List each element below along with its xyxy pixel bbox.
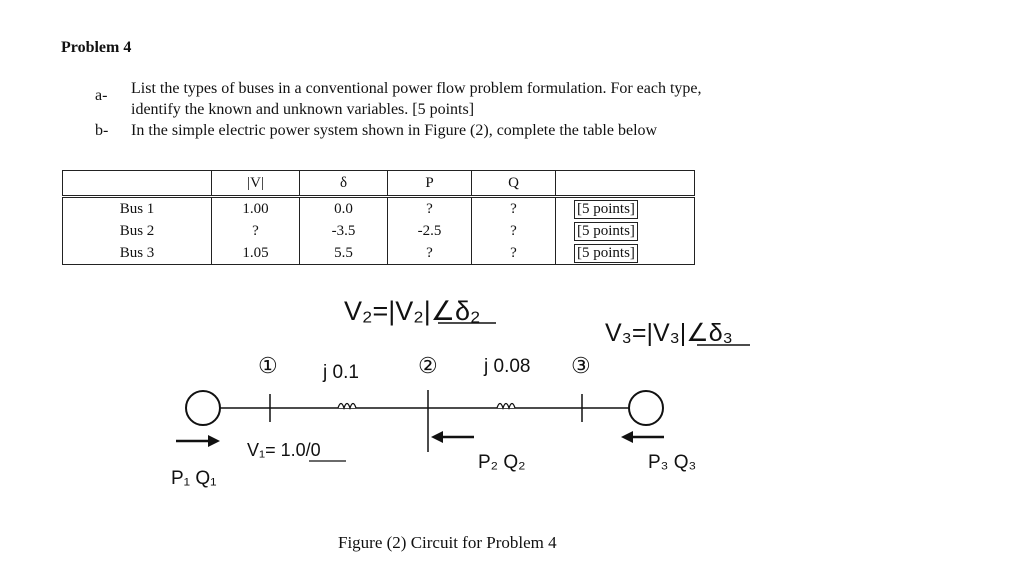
header-cell-v: |V| — [212, 171, 300, 197]
figure-caption: Figure (2) Circuit for Problem 4 — [338, 533, 557, 552]
inductor-12-icon — [338, 404, 356, 409]
bus-delta: -3.5 — [300, 220, 388, 242]
bus-q: ? — [472, 220, 556, 242]
bus-name: Bus 3 — [63, 242, 212, 265]
points-badge: [5 points] — [574, 222, 638, 241]
bus-name: Bus 2 — [63, 220, 212, 242]
part-b-line1: In the simple electric power system shown in Figure (2), complete the table below — [131, 122, 658, 139]
bus-delta: 0.0 — [300, 197, 388, 221]
generator-3-icon — [629, 391, 663, 425]
bus-p: ? — [388, 197, 472, 221]
bus-p: -2.5 — [388, 220, 472, 242]
part-a-label: a- — [95, 87, 108, 104]
part-a-line1: List the types of buses in a conventional power flow problem formulation. For each type, — [131, 80, 702, 97]
bus-v: 1.00 — [212, 197, 300, 221]
inductor-23-icon — [497, 404, 515, 409]
header-cell-delta: δ — [300, 171, 388, 197]
pq2-label: P₂ Q₂ — [478, 452, 526, 473]
points-badge: [5 points] — [574, 200, 638, 219]
points-badge: [5 points] — [574, 244, 638, 263]
bus-q: ? — [472, 197, 556, 221]
line-12-impedance: j 0.1 — [323, 362, 359, 383]
bus-v: ? — [212, 220, 300, 242]
bus-3-number: ③ — [571, 353, 591, 378]
pq1-label: P₁ Q₁ — [171, 468, 217, 489]
bus-2-number: ② — [418, 353, 438, 378]
v2-label: V₂=|V₂|∠δ₂ — [344, 296, 481, 326]
bus-1-number: ① — [258, 353, 278, 378]
v3-label: V₃=|V₃|∠δ₃ — [605, 319, 733, 347]
bus-delta: 5.5 — [300, 242, 388, 265]
bus-q: ? — [472, 242, 556, 265]
generator-1-icon — [186, 391, 220, 425]
header-cell-p: P — [388, 171, 472, 197]
v1-label: V₁= 1.0/0 — [247, 440, 321, 460]
pq3-label: P₃ Q₃ — [648, 452, 697, 473]
bus-p: ? — [388, 242, 472, 265]
header-cell-q: Q — [472, 171, 556, 197]
problem-title: Problem 4 — [61, 39, 132, 56]
bus-v: 1.05 — [212, 242, 300, 265]
arrow-p3-icon — [621, 431, 633, 443]
part-b-label: b- — [95, 122, 109, 139]
part-a-line2: identify the known and unknown variables. [5 points] — [131, 101, 475, 118]
line-23-impedance: j 0.08 — [484, 356, 531, 377]
arrow-p1-icon — [208, 435, 220, 447]
bus-name: Bus 1 — [63, 197, 212, 221]
arrow-p2-icon — [431, 431, 443, 443]
